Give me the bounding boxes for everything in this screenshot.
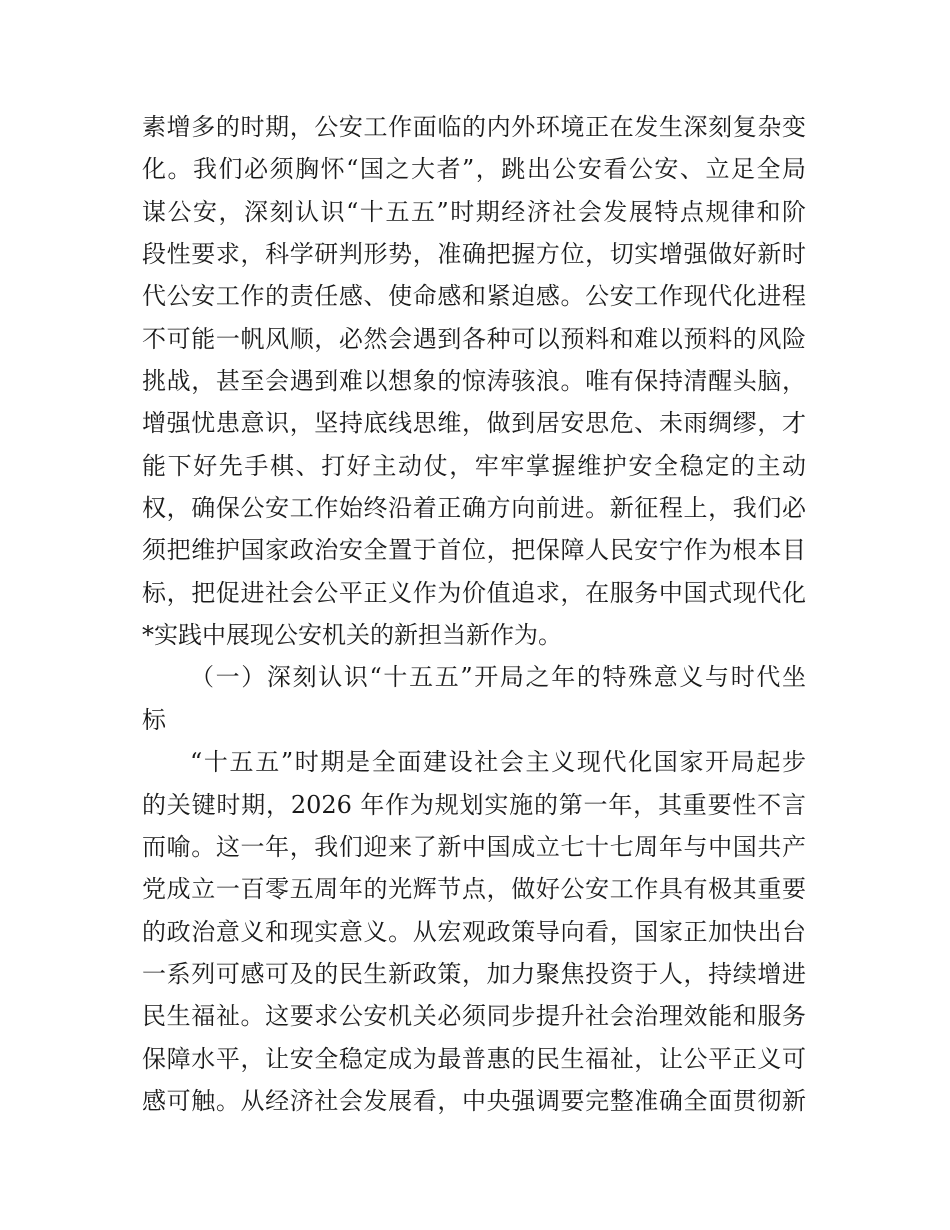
text-line: 保障水平，让安全稳定成为最普惠的民生福祉，让公平正义可 <box>142 1044 806 1073</box>
text-line: *实践中展现公安机关的新担当新作为。 <box>142 621 562 650</box>
text-line: 民生福祉。这要求公安机关必须同步提升社会治理效能和服务 <box>142 1002 806 1031</box>
text-line: 一系列可感可及的民生新政策，加力聚焦投资于人，持续增进 <box>142 959 806 988</box>
text-line: 须把维护国家政治安全置于首位，把保障人民安宁作为根本目 <box>142 536 806 565</box>
text-line: 能下好先手棋、打好主动仗，牢牢掌握维护安全稳定的主动 <box>142 451 806 480</box>
text-line: 的政治意义和现实意义。从宏观政策导向看，国家正加快出台 <box>142 917 806 946</box>
text-line: 标 <box>142 705 166 734</box>
text-line: 谋公安，深刻认识“十五五”时期经济社会发展特点规律和阶 <box>142 197 806 226</box>
text-line: 权，确保公安工作始终沿着正确方向前进。新征程上，我们必 <box>142 494 806 523</box>
text-line: 增强忧患意识，坚持底线思维，做到居安思危、未雨绸缪，才 <box>142 409 806 438</box>
text-line: 而喻。这一年，我们迎来了新中国成立七十七周年与中国共产 <box>142 832 806 861</box>
text-line: （一）深刻认识“十五五”开局之年的特殊意义与时代坐 <box>190 663 806 692</box>
document-body <box>142 106 806 1122</box>
section-heading-1 <box>142 656 806 741</box>
paragraph-continuation <box>142 106 806 656</box>
text-line: 不可能一帆风顺，必然会遇到各种可以预料和难以预料的风险 <box>142 324 806 353</box>
text-line: 素增多的时期，公安工作面临的内外环境正在发生深刻复杂变 <box>142 113 806 141</box>
text-line: 挑战，甚至会遇到难以想象的惊涛骇浪。唯有保持清醒头脑， <box>142 367 806 396</box>
text-line: 感可触。从经济社会发展看，中央强调要完整准确全面贯彻新 <box>142 1086 806 1115</box>
text-line: 标，把促进社会公平正义作为价值追求，在服务中国式现代化 <box>142 578 806 607</box>
text-line: 化。我们必须胸怀“国之大者”，跳出公安看公安、立足全局 <box>142 155 806 184</box>
paragraph-2 <box>142 741 806 1122</box>
text-line: 代公安工作的责任感、使命感和紧迫感。公安工作现代化进程 <box>142 282 806 311</box>
text-line: 党成立一百零五周年的光辉节点，做好公安工作具有极其重要 <box>142 875 806 904</box>
text-line: “十五五”时期是全面建设社会主义现代化国家开局起步 <box>190 748 806 777</box>
text-line: 的关键时期，2026 年作为规划实施的第一年，其重要性不言 <box>142 790 806 819</box>
text-line: 段性要求，科学研判形势，准确把握方位，切实增强做好新时 <box>142 240 806 269</box>
